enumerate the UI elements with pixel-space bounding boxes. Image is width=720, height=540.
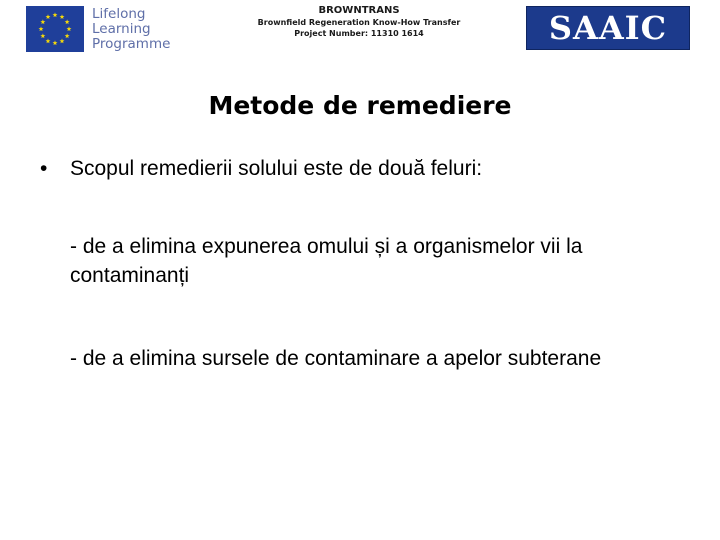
eu-star-icon xyxy=(65,33,70,38)
project-number: Project Number: 11310 1614 xyxy=(294,29,424,38)
eu-star-icon xyxy=(40,19,45,24)
eu-program-text xyxy=(92,7,170,52)
eu-star-icon xyxy=(40,33,45,38)
bullet-item xyxy=(40,154,680,184)
eu-star-icon xyxy=(39,26,44,31)
eu-flag-icon xyxy=(26,6,84,52)
project-name: BROWNTRANS xyxy=(318,5,400,16)
sub-item-sources: - de a elimina sursele de contaminare a apelor subterane xyxy=(70,347,602,370)
slide-title: Metode de remediere xyxy=(208,91,512,120)
project-subtitle: Brownfield Regeneration Know-How Transfer xyxy=(257,18,461,27)
saaic-logo xyxy=(526,6,690,50)
eu-star-icon xyxy=(60,14,65,19)
eu-program-line-2: Learning xyxy=(92,20,151,37)
sub-item-exposure: - de a elimina expunerea omului și a organismelor vii la contaminanți xyxy=(70,235,583,287)
bullet-marker: • xyxy=(40,157,48,180)
eu-star-icon xyxy=(65,19,70,24)
project-info xyxy=(248,4,470,40)
bullet-text: Scopul remedierii solului este de două feluri: xyxy=(70,157,483,180)
eu-program-line-3: Programme xyxy=(92,35,171,52)
eu-star-icon xyxy=(53,40,58,45)
eu-program-line-1: Lifelong xyxy=(92,5,146,22)
eu-star-icon xyxy=(67,26,72,31)
eu-star-icon xyxy=(60,39,65,44)
lifelong-learning-programme-logo xyxy=(26,4,192,54)
eu-star-icon xyxy=(46,39,51,44)
eu-stars xyxy=(26,6,84,52)
eu-star-icon xyxy=(46,14,51,19)
eu-star-icon xyxy=(53,12,58,17)
saaic-logo-text: SAAIC xyxy=(548,9,668,47)
